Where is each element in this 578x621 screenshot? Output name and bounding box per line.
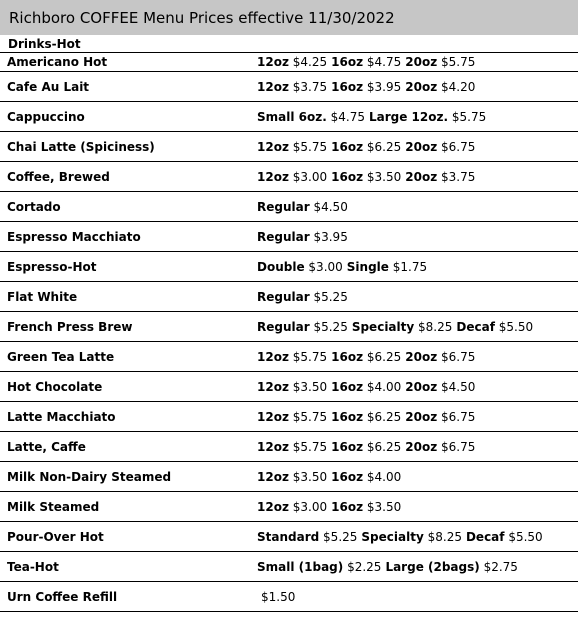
item-name: Cortado	[7, 199, 61, 214]
section-heading: Drinks-Hot	[0, 35, 578, 53]
size-label: Regular	[257, 229, 310, 244]
price-option	[405, 80, 475, 94]
size-label: 12oz	[257, 409, 289, 424]
item-name: Hot Chocolate	[7, 379, 103, 394]
price-option	[331, 440, 401, 454]
price-option	[352, 320, 453, 334]
price-amount: $3.50	[366, 169, 402, 184]
size-label: 20oz	[405, 349, 438, 364]
price-amount: $8.25	[427, 529, 462, 544]
item-name: Americano Hot	[7, 55, 108, 69]
size-label: Single	[346, 259, 389, 274]
menu-row	[0, 162, 578, 192]
size-label: 16oz	[331, 79, 364, 94]
price-option	[331, 55, 401, 69]
price-amount: $3.50	[292, 469, 328, 484]
menu-row	[0, 192, 578, 222]
size-label: 16oz	[331, 139, 364, 154]
price-option	[466, 530, 543, 544]
item-prices	[257, 200, 352, 214]
page-title: Richboro COFFEE Menu Prices effective 11/30/2022	[0, 0, 578, 35]
size-label: 12oz	[257, 55, 289, 69]
price-option	[257, 560, 381, 574]
price-amount: $4.20	[441, 79, 476, 94]
price-option	[257, 170, 327, 184]
price-option	[257, 320, 348, 334]
price-option	[257, 500, 327, 514]
price-option	[405, 55, 475, 69]
item-prices	[257, 410, 479, 424]
price-amount: $5.75	[441, 55, 476, 69]
menu-row	[0, 282, 578, 312]
size-label: Small 6oz.	[257, 109, 327, 124]
price-amount: $6.25	[366, 349, 402, 364]
menu-row	[0, 372, 578, 402]
menu-row	[0, 132, 578, 162]
price-amount: $6.25	[366, 139, 402, 154]
price-option	[257, 380, 327, 394]
size-label: 20oz	[405, 55, 438, 69]
price-amount: $6.75	[441, 409, 476, 424]
price-amount: $5.75	[292, 139, 328, 154]
price-amount: $8.25	[418, 319, 453, 334]
price-amount: $5.25	[313, 289, 348, 304]
menu-row	[0, 53, 578, 72]
size-label: 12oz	[257, 439, 289, 454]
price-option	[456, 320, 533, 334]
item-name: Flat White	[7, 289, 78, 304]
price-option	[257, 470, 327, 484]
size-label: 16oz	[331, 499, 364, 514]
size-label: 12oz	[257, 139, 289, 154]
item-prices	[257, 170, 479, 184]
price-amount: $5.75	[451, 109, 487, 124]
item-prices	[257, 290, 352, 304]
price-amount: $1.50	[261, 589, 296, 604]
item-name: Milk Non-Dairy Steamed	[7, 469, 172, 484]
item-prices	[257, 380, 479, 394]
item-name: Urn Coffee Refill	[7, 589, 118, 604]
price-option	[331, 350, 401, 364]
item-prices	[257, 260, 431, 274]
price-amount: $4.25	[292, 55, 328, 69]
size-label: 16oz	[331, 349, 364, 364]
item-name: Tea-Hot	[7, 559, 59, 574]
menu-row	[0, 72, 578, 102]
size-label: Specialty	[351, 319, 415, 334]
menu-row	[0, 342, 578, 372]
size-label: 20oz	[405, 409, 438, 424]
price-option	[405, 410, 475, 424]
price-option	[257, 350, 327, 364]
menu-row	[0, 222, 578, 252]
size-label: Double	[257, 259, 305, 274]
price-option	[257, 260, 343, 274]
item-name: Chai Latte (Spiciness)	[7, 139, 155, 154]
size-label: Decaf	[456, 319, 495, 334]
price-option	[257, 410, 327, 424]
item-prices	[257, 440, 479, 454]
price-amount: $2.75	[483, 559, 518, 574]
size-label: Regular	[257, 199, 310, 214]
price-amount: $6.75	[441, 349, 476, 364]
price-amount: $5.75	[292, 349, 328, 364]
price-option	[369, 110, 486, 124]
menu-row	[0, 582, 578, 612]
item-name: Coffee, Brewed	[7, 169, 110, 184]
size-label: 16oz	[331, 469, 364, 484]
price-amount: $5.50	[508, 529, 543, 544]
menu-row	[0, 312, 578, 342]
menu-row	[0, 402, 578, 432]
price-option	[405, 350, 475, 364]
price-option	[331, 170, 401, 184]
menu-row	[0, 432, 578, 462]
price-option	[257, 290, 348, 304]
item-prices	[257, 530, 547, 544]
item-prices	[257, 230, 352, 244]
item-name: Cappuccino	[7, 109, 85, 124]
price-option	[331, 80, 401, 94]
price-option	[257, 140, 327, 154]
price-amount: $3.00	[292, 169, 328, 184]
price-option	[257, 80, 327, 94]
price-amount: $4.75	[330, 109, 365, 124]
price-amount: $3.75	[441, 169, 476, 184]
item-name: Espresso-Hot	[7, 259, 97, 274]
item-prices	[257, 110, 490, 124]
price-amount: $4.50	[313, 199, 348, 214]
size-label: 16oz	[331, 409, 364, 424]
item-name: Pour-Over Hot	[7, 529, 104, 544]
price-option	[257, 200, 348, 214]
item-prices	[257, 500, 405, 514]
price-option	[331, 410, 401, 424]
size-label: Large (2bags)	[385, 559, 480, 574]
price-amount: $5.50	[498, 319, 534, 334]
item-name: Milk Steamed	[7, 499, 100, 514]
price-amount: $4.50	[441, 379, 476, 394]
price-option	[331, 380, 401, 394]
price-amount: $3.75	[292, 79, 328, 94]
menu-row	[0, 462, 578, 492]
item-prices	[257, 140, 479, 154]
size-label: Decaf	[465, 529, 505, 544]
item-prices	[257, 55, 479, 69]
price-option	[331, 470, 401, 484]
item-name: Cafe Au Lait	[7, 79, 90, 94]
price-amount: $6.75	[441, 439, 476, 454]
price-amount: $5.25	[313, 319, 348, 334]
menu-row	[0, 522, 578, 552]
item-prices	[257, 560, 522, 574]
price-option	[257, 440, 327, 454]
menu-list	[0, 53, 578, 612]
size-label: 12oz	[257, 469, 289, 484]
size-label: Large 12oz.	[368, 109, 449, 124]
price-option	[261, 590, 295, 604]
size-label: 12oz	[257, 349, 289, 364]
price-amount: $3.00	[308, 259, 343, 274]
size-label: 12oz	[257, 79, 289, 94]
price-option	[347, 260, 427, 274]
price-option	[257, 110, 365, 124]
price-option	[405, 380, 475, 394]
item-prices	[261, 590, 299, 604]
price-option	[405, 170, 475, 184]
size-label: 16oz	[331, 379, 364, 394]
size-label: 16oz	[331, 55, 364, 69]
price-amount: $4.00	[366, 379, 402, 394]
item-name: Green Tea Latte	[7, 349, 115, 364]
menu-row	[0, 102, 578, 132]
price-option	[405, 440, 475, 454]
price-amount: $2.25	[347, 559, 382, 574]
size-label: Standard	[257, 529, 320, 544]
size-label: 20oz	[405, 79, 438, 94]
price-amount: $3.50	[292, 379, 328, 394]
size-label: 20oz	[405, 379, 438, 394]
size-label: Regular	[257, 319, 310, 334]
size-label: 20oz	[405, 169, 438, 184]
size-label: Small (1bag)	[257, 559, 344, 574]
price-amount: $1.75	[392, 259, 428, 274]
price-option	[257, 230, 348, 244]
price-amount: $3.50	[366, 499, 402, 514]
item-prices	[257, 80, 479, 94]
price-option	[257, 55, 327, 69]
item-name: Latte, Caffe	[7, 439, 86, 454]
size-label: 20oz	[405, 439, 438, 454]
item-prices	[257, 470, 405, 484]
price-option	[385, 560, 518, 574]
price-option	[405, 140, 475, 154]
size-label: 20oz	[405, 139, 438, 154]
size-label: Regular	[257, 289, 310, 304]
menu-row	[0, 492, 578, 522]
item-name: French Press Brew	[7, 319, 133, 334]
item-prices	[257, 350, 479, 364]
price-option	[257, 530, 357, 544]
price-amount: $5.25	[323, 529, 358, 544]
price-amount: $5.75	[292, 439, 328, 454]
price-option	[331, 500, 401, 514]
price-option	[331, 140, 401, 154]
price-amount: $3.95	[366, 79, 402, 94]
size-label: 12oz	[257, 379, 289, 394]
size-label: 12oz	[257, 169, 289, 184]
price-amount: $3.00	[292, 499, 328, 514]
size-label: Specialty	[361, 529, 424, 544]
price-amount: $6.25	[366, 409, 402, 424]
price-amount: $5.75	[292, 409, 328, 424]
menu-row	[0, 252, 578, 282]
price-amount: $4.00	[366, 469, 402, 484]
size-label: 12oz	[257, 499, 289, 514]
menu-row	[0, 552, 578, 582]
price-amount: $6.25	[366, 439, 402, 454]
price-amount: $6.75	[441, 139, 476, 154]
item-prices	[257, 320, 537, 334]
item-name: Espresso Macchiato	[7, 229, 141, 244]
price-amount: $3.95	[313, 229, 348, 244]
price-amount: $4.75	[366, 55, 402, 69]
size-label: 16oz	[331, 439, 364, 454]
item-name: Latte Macchiato	[7, 409, 116, 424]
price-option	[361, 530, 462, 544]
size-label: 16oz	[331, 169, 364, 184]
